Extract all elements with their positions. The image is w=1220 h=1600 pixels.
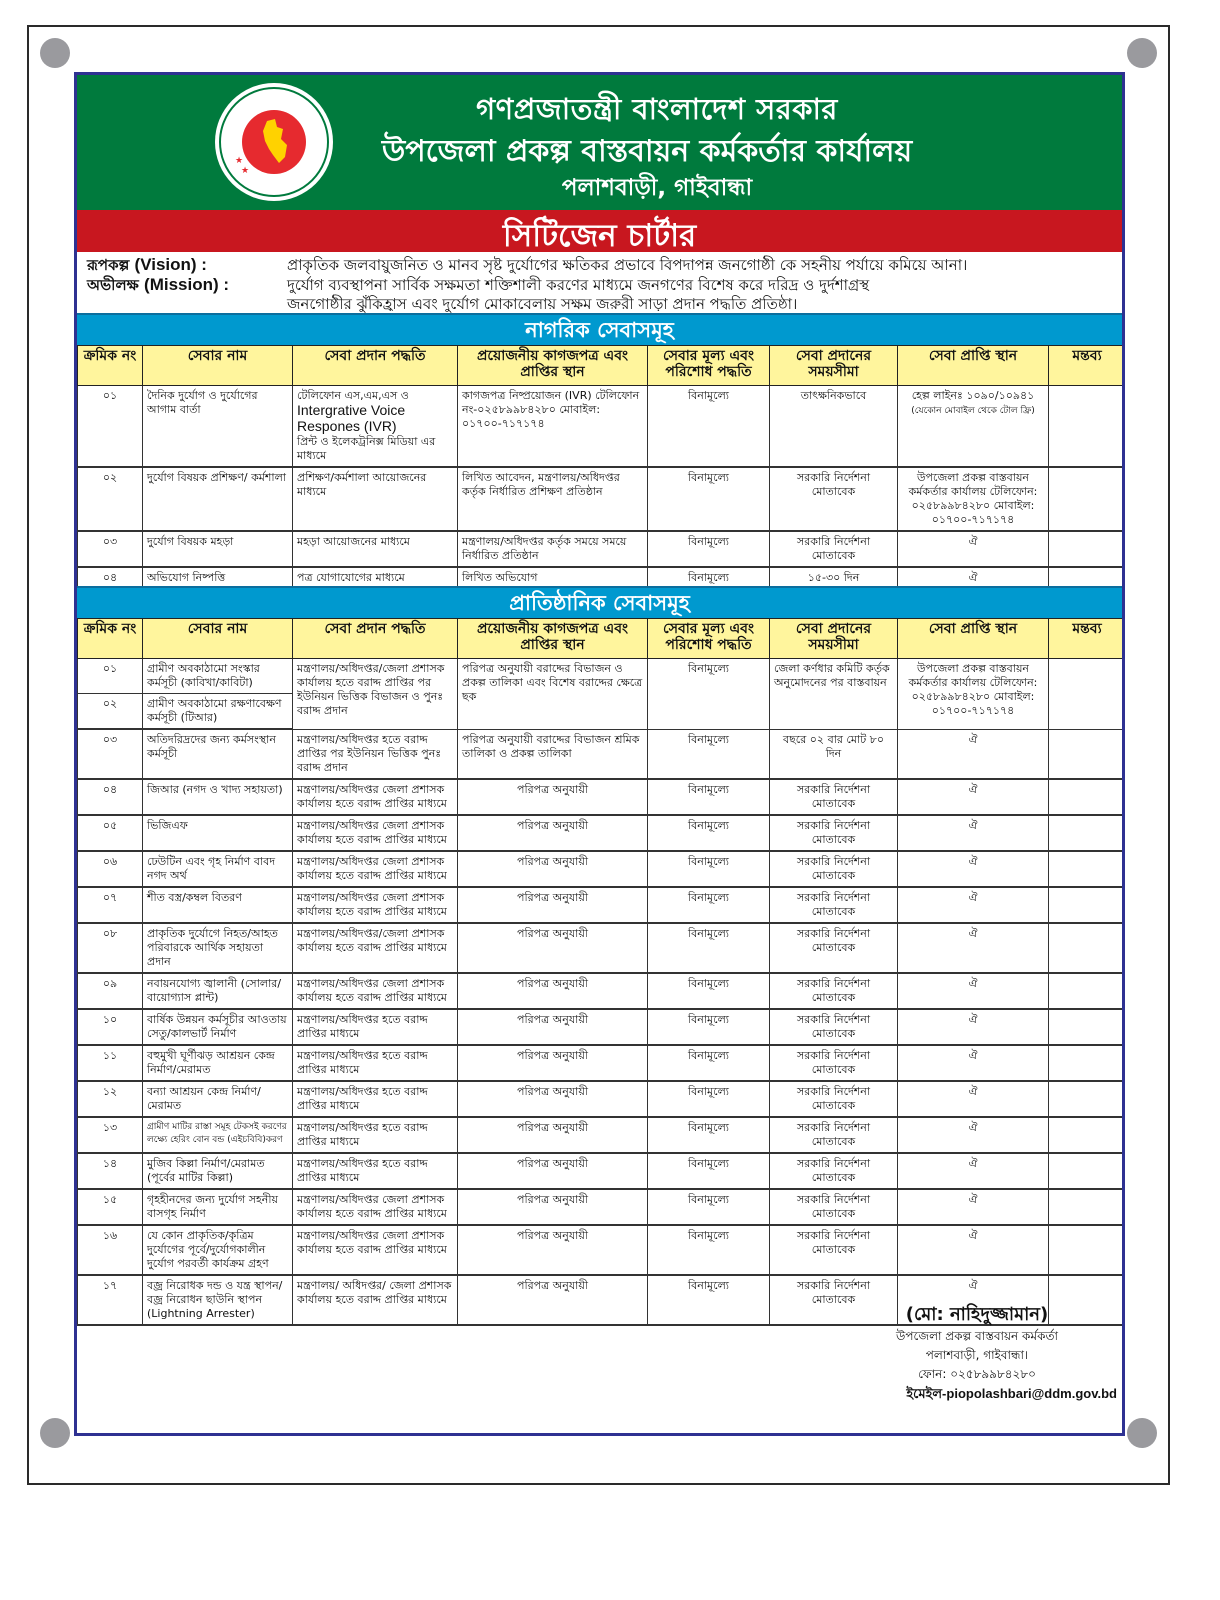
- vision-label: রূপকল্প: [87, 256, 130, 274]
- mission-label: অভীলক্ষ: [87, 276, 139, 294]
- officer-email: ইমেইল-piopolashbari@ddm.gov.bd: [906, 1386, 1117, 1401]
- table-row: ০৫ ভিজিএফ মন্ত্রণালয়/অধিদপ্তর জেলা প্রশাসক কার্যালয় হতে বরাদ্দ প্রাপ্তির মাধ্যমে পরিপত্র অনুযায়ী বিনামূল্যে সরকারি নির্দেশনা মোতাবেক ঐ: [78, 815, 1126, 851]
- table-row: ০৩ দুর্যোগ বিষয়ক মহড়া মহড়া আয়োজনের মাধ্যমে মন্ত্রণালয়/অধিদপ্তর কর্তৃক সময়ে সময়ে নির্ধারিত প্রতিষ্ঠান বিনামূল্যে সরকারি নির্দেশনা মোতাবেক ঐ: [78, 531, 1126, 567]
- location-title: পলাশবাড়ী, গাইবান্ধা: [561, 175, 753, 201]
- section-citizen-services: নাগরিক সেবাসমূহ: [77, 313, 1122, 345]
- table-row: ১৬ যে কোন প্রাকৃতিক/কৃত্রিম দুর্যোগের পূর্বে/দুর্যোগকালীন দুর্যোগ পরবর্তী কার্যক্রম গ্রহণ মন্ত্রণালয়/অধিদপ্তর জেলা প্রশাসক কার্যালয় হতে বরাদ্দ প্রাপ্তির মাধ্যমে পরিপত্র অনুযায়ী বিনামূল্যে সরকারি নির্দেশনা মোতাবেক ঐ: [78, 1225, 1126, 1275]
- mission-text: দুর্যোগ ব্যবস্থাপনা সার্বিক সক্ষমতা শক্তিশালী করণের মাধ্যমে জনগণের বিশেষ করে দরিদ্র ও দুর্দশাগ্রস্থ: [287, 276, 870, 294]
- table-row: ০৬ ঢেউটিন এবং গৃহ নির্মাণ বাবদ নগদ অর্থ মন্ত্রণালয়/অধিদপ্তর জেলা প্রশাসক কার্যালয় হতে বরাদ্দ প্রাপ্তির মাধ্যমে পরিপত্র অনুযায়ী বিনামূল্যে সরকারি নির্দেশনা মোতাবেক ঐ: [78, 851, 1126, 887]
- officer-name: (মো: নাহিদুজ্জামান): [905, 1304, 1049, 1325]
- table-row: ১২ বন্যা আশ্রয়ন কেন্দ্র নির্মাণ/মেরামত মন্ত্রণালয়/অধিদপ্তর হতে বরাদ্দ প্রাপ্তির মাধ্যমে পরিপত্র অনুযায়ী বিনামূল্যে সরকারি নির্দেশনা মোতাবেক ঐ: [78, 1081, 1126, 1117]
- table-row: ১৩ গ্রামীণ মাটির রাস্তা সমূহ টেকসই করণের লক্ষ্যে হেরিং বোন বন্ড (এইচবিবি)করণ মন্ত্রণালয়/অধিদপ্তর হতে বরাদ্দ প্রাপ্তির মাধ্যমে পরিপত্র অনুযায়ী বিনামূল্যে সরকারি নির্দেশনা মোতাবেক ঐ: [78, 1117, 1126, 1153]
- officer-designation: উপজেলা প্রকল্প বাস্তবায়ন কর্মকর্তা: [896, 1329, 1058, 1343]
- government-title: গণপ্রজাতন্ত্রী বাংলাদেশ সরকার: [476, 92, 838, 126]
- table-row: ০১ গ্রামীণ অবকাঠামো সংস্কার কর্মসূচী (কাবিখা/কাবিটা) মন্ত্রণালয়/অধিদপ্তর/জেলা প্রশাসক কার্যালয় হতে বরাদ্দ প্রাপ্তির পর ইউনিয়ন ভিত্তিক বিভাজন ও পুনঃ বরাদ্দ প্রদান পরিপত্র অনুযায়ী বরাদ্দের বিভাজন ও প্রকল্প তালিকা এবং বিশেষ বরাদ্দের ক্ষেত্রে ছক বিনামূল্যে জেলা কর্ণধার কমিটি কর্তৃক অনুমোদনের পর বাস্তবায়ন উপজেলা প্রকল্প বাস্তবায়ন কর্মকর্তার কার্যালয় টেলিফোন: ০২৫৮৯৯৮৪২৮০ মোবাইল: ০১৭০০-৭১৭১৭৪: [78, 659, 1126, 694]
- table-row: ০৮ প্রাকৃতিক দুর্যোগে নিহত/আহত পরিবারকে আর্থিক সহায়তা প্রদান মন্ত্রণালয়/অধিদপ্তর/জেলা প্রশাসক কার্যালয় হতে বরাদ্দ প্রাপ্তির মাধ্যমে পরিপত্র অনুযায়ী বিনামূল্যে সরকারি নির্দেশনা মোতাবেক ঐ: [78, 923, 1126, 973]
- citizen-services-table: [77, 345, 1125, 592]
- table-row: ০৭ শীত বস্ত্র/কম্বল বিতরণ মন্ত্রণালয়/অধিদপ্তর জেলা প্রশাসক কার্যালয় হতে বরাদ্দ প্রাপ্তির মাধ্যমে পরিপত্র অনুযায়ী বিনামূল্যে সরকারি নির্দেশনা মোতাবেক ঐ: [78, 887, 1126, 923]
- table-header: ক্রমিক নং সেবার নাম সেবা প্রদান পদ্ধতি প্রয়োজনীয় কাগজপত্র এবং প্রাপ্তির স্থান সেবার মূল্য এবং পরিশোধ পদ্ধতি সেবা প্রদানের সময়সীমা সেবা প্রাপ্তি স্থান মন্তব্য: [78, 346, 1126, 386]
- section-institutional-services: প্রাতিষ্ঠানিক সেবাসমূহ: [77, 586, 1122, 618]
- corner-bolt-icon: [1127, 38, 1157, 68]
- table-row: ০২ দুর্যোগ বিষয়ক প্রশিক্ষণ/ কর্মশালা প্রশিক্ষণ/কর্মশালা আয়োজনের মাধ্যমে লিখিত আবেদন, মন্ত্রণালয়/অধিদপ্তর কর্তৃক নির্ধারিত প্রশিক্ষণ প্রতিষ্ঠান বিনামূল্যে সরকারি নির্দেশনা মোতাবেক উপজেলা প্রকল্প বাস্তবায়ন কর্মকর্তার কার্যালয় টেলিফোন: ০২৫৮৯৯৮৪২৮০ মোবাইল: ০১৭০০-৭১৭১৭৪: [78, 467, 1126, 531]
- table-row: ১০ বার্ষিক উন্নয়ন কর্মসূচীর আওতায় সেতু/কালভার্ট নির্মাণ মন্ত্রণালয়/অধিদপ্তর হতে বরাদ্দ প্রাপ্তির মাধ্যমে পরিপত্র অনুযায়ী বিনামূল্যে সরকারি নির্দেশনা মোতাবেক ঐ: [78, 1009, 1126, 1045]
- table-row: ১৫ গৃহহীনদের জন্য দুর্যোগ সহনীয় বাসগৃহ নির্মাণ মন্ত্রণালয়/অধিদপ্তর জেলা প্রশাসক কার্যালয় হতে বরাদ্দ প্রাপ্তির মাধ্যমে পরিপত্র অনুযায়ী বিনামূল্যে সরকারি নির্দেশনা মোতাবেক ঐ: [78, 1189, 1126, 1225]
- corner-bolt-icon: [40, 1418, 70, 1448]
- charter-title: সিটিজেন চার্টার: [502, 218, 697, 254]
- table-row: ১৪ মুজিব কিল্লা নির্মাণ/মেরামত (পূর্বের মাটির কিল্লা) মন্ত্রণালয়/অধিদপ্তর হতে বরাদ্দ প্রাপ্তির মাধ্যমে পরিপত্র অনুযায়ী বিনামূল্যে সরকারি নির্দেশনা মোতাবেক ঐ: [78, 1153, 1126, 1189]
- institutional-services-table: [77, 618, 1125, 1326]
- table-row: ০৯ নবায়নযোগ্য জ্বালানী (সোলার/বায়োগ্যাস প্লান্ট) মন্ত্রণালয়/অধিদপ্তর জেলা প্রশাসক কার্যালয় হতে বরাদ্দ প্রাপ্তির মাধ্যমে পরিপত্র অনুযায়ী বিনামূল্যে সরকারি নির্দেশনা মোতাবেক ঐ: [78, 973, 1126, 1009]
- vision-text: প্রাকৃতিক জলবায়ুজনিত ও মানব সৃষ্ট দুর্যোগের ক্ষতিকর প্রভাবে বিপদাপন্ন জনগোষ্ঠী কে সহনীয় পর্যায়ে কমিয়ে আনা।: [287, 256, 968, 274]
- signature-block: [837, 1303, 1117, 1404]
- table-row: ০৩ অতিদরিদ্রদের জন্য কর্মসংস্থান কর্মসূচী মন্ত্রণালয়/অধিদপ্তর হতে বরাদ্দ প্রাপ্তির পর ইউনিয়ন ভিত্তিক পুনঃ বরাদ্দ প্রদান পরিপত্র অনুযায়ী বরাদ্দের বিভাজন শ্রমিক তালিকা ও প্রকল্প তালিকা বিনামূল্যে বছরে ০২ বার মোট ৮০ দিন ঐ: [78, 729, 1126, 779]
- corner-bolt-icon: [1127, 1418, 1157, 1448]
- corner-bolt-icon: [40, 38, 70, 68]
- officer-phone: ফোন: ০২৫৮৯৯৮৪২৮০: [918, 1367, 1036, 1381]
- officer-location: পলাশবাড়ী, গাইবান্ধা।: [925, 1348, 1029, 1362]
- table-row: ১৭ বজ্র নিরোধক দন্ড ও যন্ত্র স্থাপন/ বজ্র নিরোধন ছাউনি স্থাপন (Lightning Arrester) মন্ত্রণালয়/ অধিদপ্তর/ জেলা প্রশাসক কার্যালয় হতে বরাদ্দ প্রাপ্তির মাধ্যমে পরিপত্র অনুযায়ী বিনামূল্যে সরকারি নির্দেশনা মোতাবেক ঐ: [78, 1275, 1126, 1325]
- table-row: ০২ গ্রামীণ অবকাঠামো রক্ষণাবেক্ষণ কর্মসূচী (টিআর): [78, 694, 1126, 730]
- table-header: ক্রমিক নং সেবার নাম সেবা প্রদান পদ্ধতি প্রয়োজনীয় কাগজপত্র এবং প্রাপ্তির স্থান সেবার মূল্য এবং পরিশোধ পদ্ধতি সেবা প্রদানের সময়সীমা সেবা প্রাপ্তি স্থান মন্তব্য: [78, 619, 1126, 659]
- svg-text:★: ★: [241, 166, 250, 176]
- citizen-charter-board: [74, 72, 1125, 1436]
- mission-row: অভীলক্ষ (Mission) : দুর্যোগ ব্যবস্থাপনা সার্বিক সক্ষমতা শক্তিশালী করণের মাধ্যমে জনগণের বিশেষ করে দরিদ্র ও দুর্দশাগ্রস্থ জনগোষ্ঠীর ঝুঁকিহ্রাস এবং দুর্যোগ মোকাবেলায় সক্ষম জরুরী সাড়া প্রদান পদ্ধতি প্রতিষ্ঠা।: [87, 275, 870, 313]
- vision-row: রূপকল্প (Vision) : প্রাকৃতিক জলবায়ুজনিত ও মানব সৃষ্ট দুর্যোগের ক্ষতিকর প্রভাবে বিপদাপন্ন জনগোষ্ঠী কে সহনীয় পর্যায়ে কমিয়ে আনা।: [87, 255, 968, 274]
- svg-text:★: ★: [235, 156, 244, 166]
- table-row: ১১ বহুমুখী ঘূর্ণীঝড় আশ্রয়ন কেন্দ্র নির্মাণ/মেরামত মন্ত্রণালয়/অধিদপ্তর হতে বরাদ্দ প্রাপ্তির মাধ্যমে পরিপত্র অনুযায়ী বিনামূল্যে সরকারি নির্দেশনা মোতাবেক ঐ: [78, 1045, 1126, 1081]
- mission-text-2: জনগোষ্ঠীর ঝুঁকিহ্রাস এবং দুর্যোগ মোকাবেলায় সক্ষম জরুরী সাড়া প্রদান পদ্ধতি প্রতিষ্ঠা।: [287, 295, 798, 313]
- table-row: ০১ দৈনিক দুর্যোগ ও দুর্যোগের আগাম বার্তা টেলিফোন এস,এম,এস ও Intergrative Voice Respones (IVR) প্রিন্ট ও ইলেকট্রনিক্স মিডিয়া এর মাধ্যমে কাগজপত্র নিষ্প্রয়োজন (IVR) টেলিফোন নং-০২৫৮৯৯৮৪২৮০ মোবাইল: ০১৭০০-৭১৭১৭৪ বিনামূল্যে তাৎক্ষনিকভাবে হেল্প লাইনঃ ১০৯০/১০৯৪১ (যেকোন মোবাইল থেকে টোল ফ্রি): [78, 386, 1126, 468]
- table-row: ০৪ জিআর (নগদ ও খাদ্য সহায়তা) মন্ত্রণালয়/অধিদপ্তর জেলা প্রশাসক কার্যালয় হতে বরাদ্দ প্রাপ্তির মাধ্যমে পরিপত্র অনুযায়ী বিনামূল্যে সরকারি নির্দেশনা মোতাবেক ঐ: [78, 779, 1126, 815]
- table-row: ০৪ অভিযোগ নিষ্পত্তি পত্র যোগাযোগের মাধ্যমে লিখিত অভিযোগ বিনামূল্যে ১৫-৩০ দিন ঐ: [78, 567, 1126, 591]
- office-title: উপজেলা প্রকল্প বাস্তবায়ন কর্মকর্তার কার্যালয়: [381, 134, 913, 169]
